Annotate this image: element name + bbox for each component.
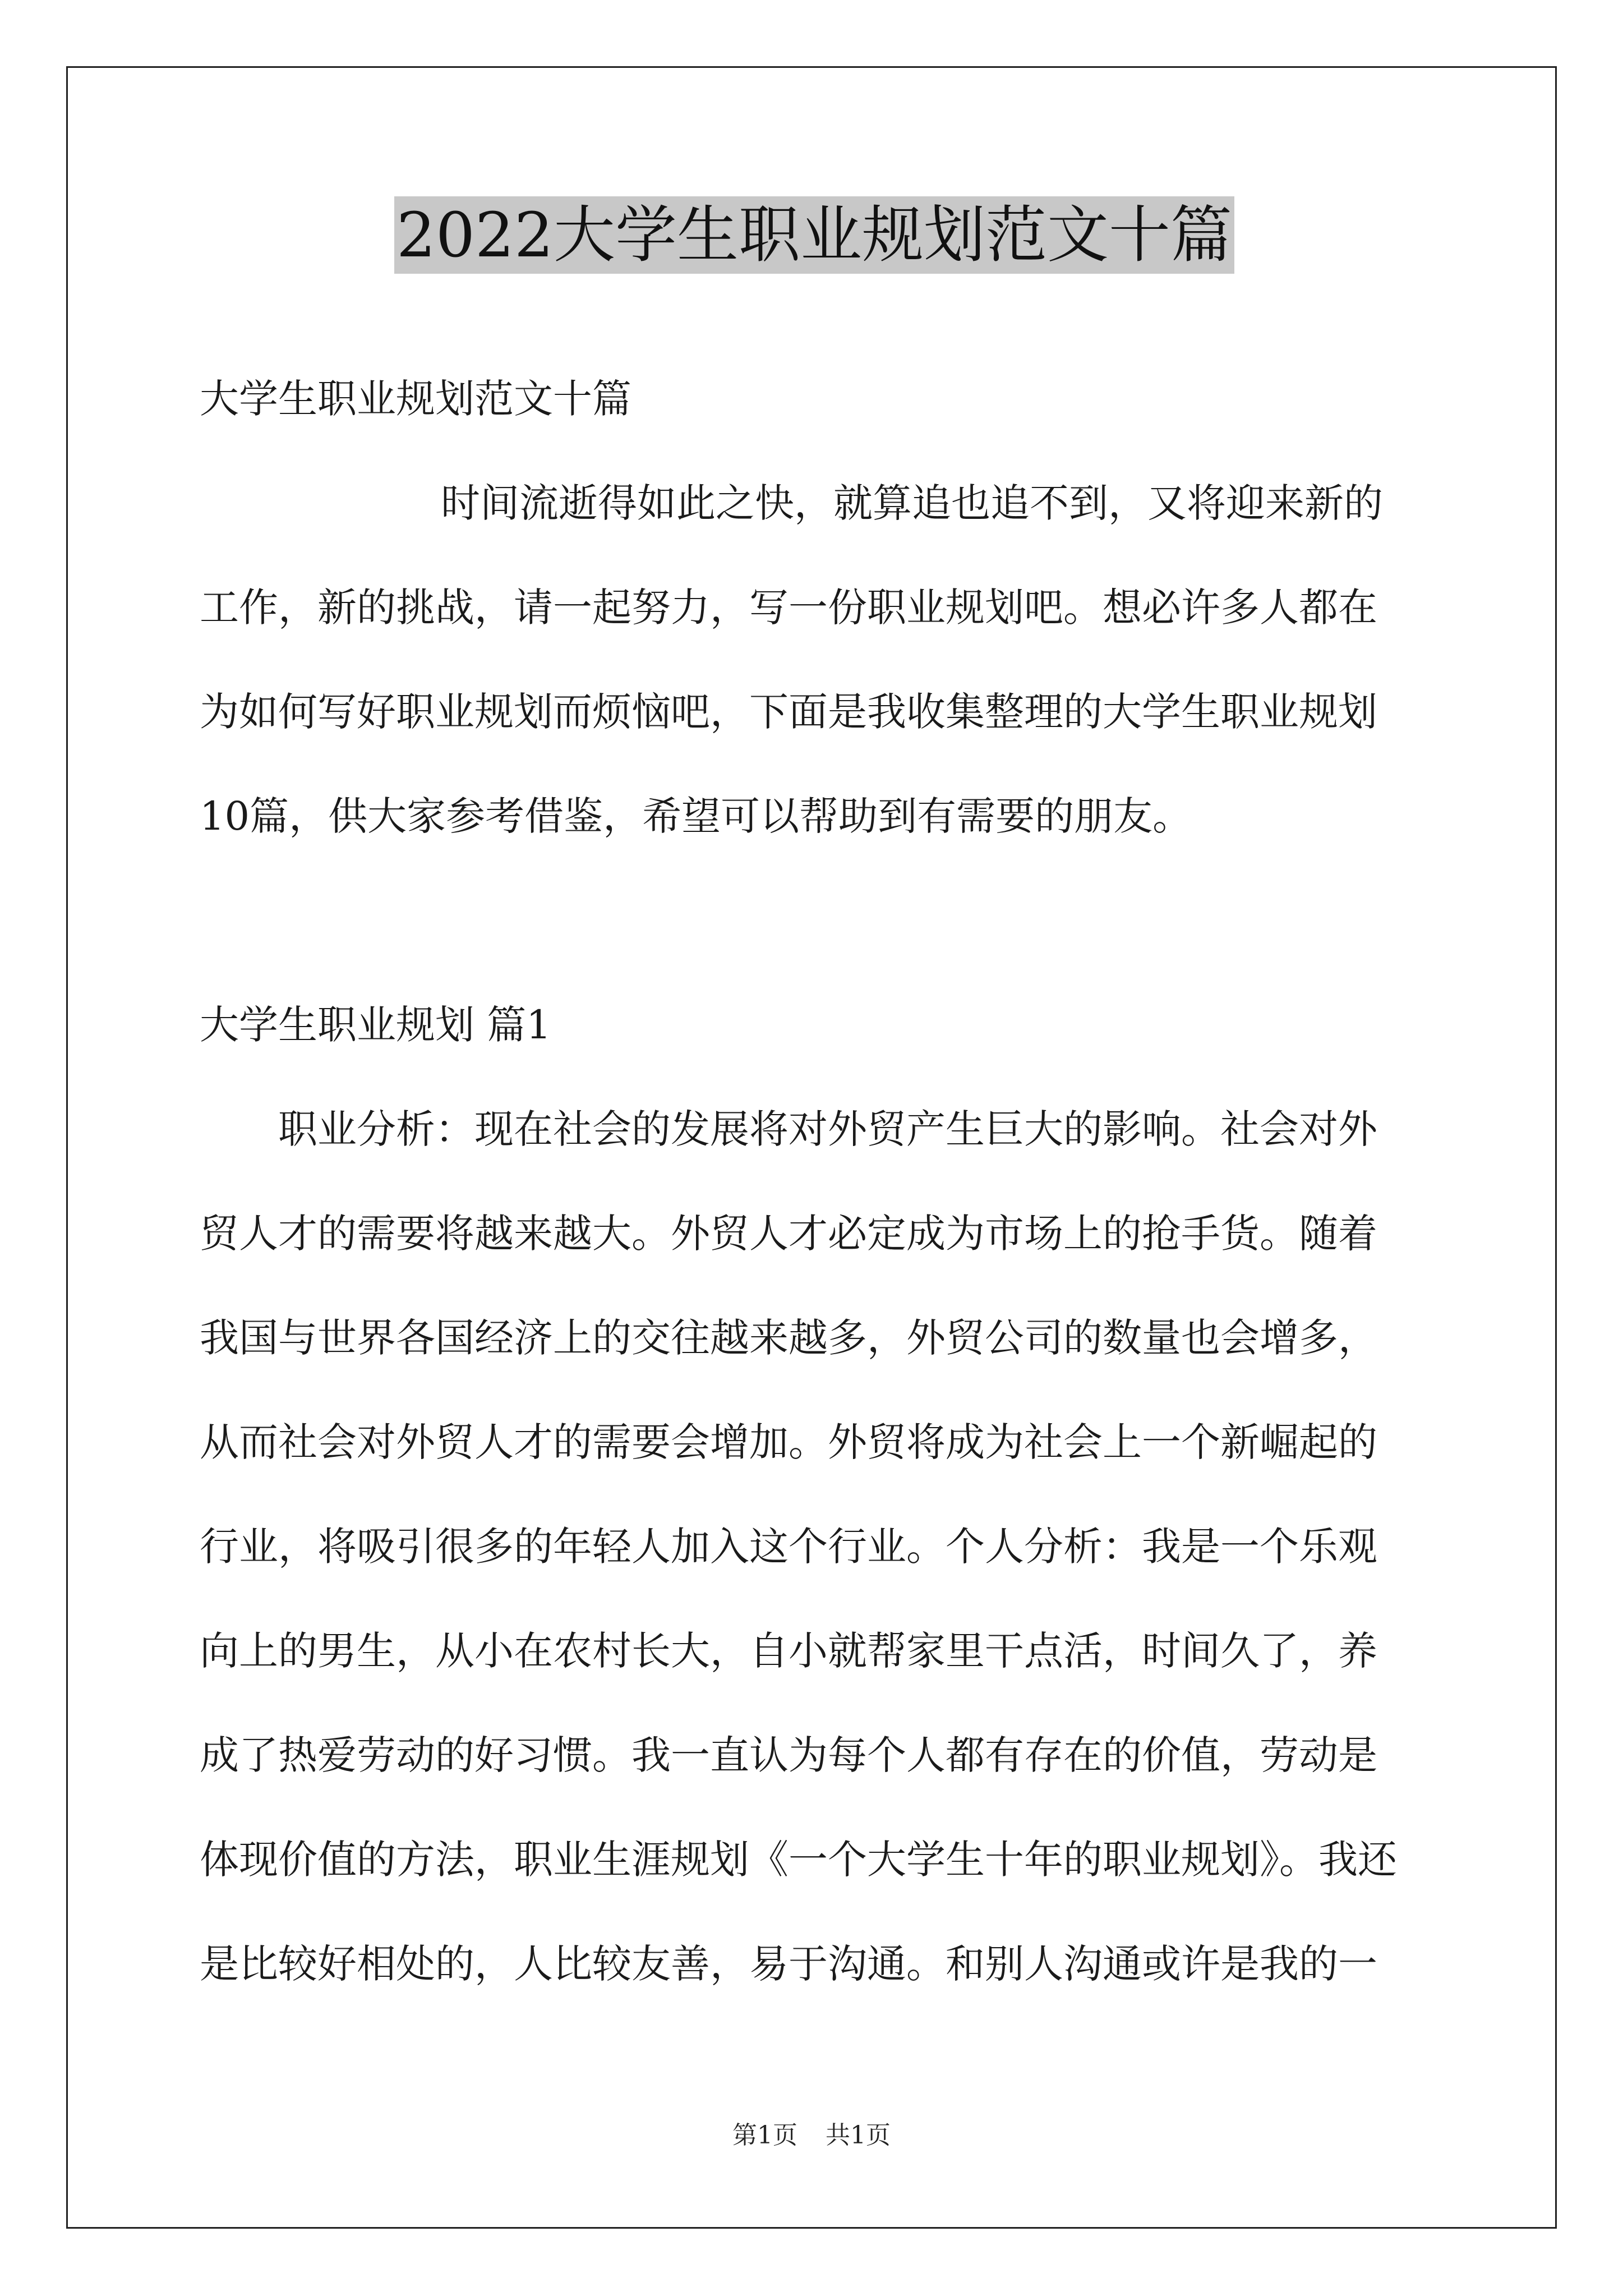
- document-subtitle: 大学生职业规划范文十篇: [200, 376, 631, 422]
- body-line: 成了热爱劳动的好习惯。我一直认为每个人都有存在的价值，劳动是: [200, 1732, 1377, 1778]
- body-line: 向上的男生，从小在农村长大，自小就帮家里干点活，时间久了，养: [200, 1628, 1377, 1674]
- intro-line: 时间流逝得如此之快，就算追也追不到，又将迎来新的: [441, 480, 1383, 526]
- intro-line: 10篇，供大家参考借鉴，希望可以帮助到有需要的朋友。: [200, 793, 1192, 839]
- body-line: 行业，将吸引很多的年轻人加入这个行业。个人分析：我是一个乐观: [200, 1524, 1377, 1570]
- title-block: [200, 196, 1429, 274]
- body-line: 是比较好相处的，人比较友善，易于沟通。和别人沟通或许是我的一: [200, 1941, 1377, 1987]
- intro-line: 为如何写好职业规划而烦恼吧，下面是我收集整理的大学生职业规划: [200, 689, 1377, 735]
- paragraph-gap: [200, 868, 1429, 973]
- intro-line: 工作，新的挑战，请一起努力，写一份职业规划吧。想必许多人都在: [200, 585, 1377, 631]
- body-line: 贸人才的需要将越来越大。外贸人才必定成为市场上的抢手货。随着: [200, 1211, 1377, 1257]
- page-footer: [0, 2115, 1623, 2151]
- page-total: 共1页: [826, 2121, 891, 2150]
- body-line: 职业分析：现在社会的发展将对外贸产生巨大的影响。社会对外: [278, 1106, 1377, 1152]
- document-title: 2022大学生职业规划范文十篇: [394, 196, 1234, 274]
- body-line: 从而社会对外贸人才的需要会增加。外贸将成为社会上一个新崛起的: [200, 1419, 1377, 1465]
- section-heading: 大学生职业规划 篇1: [200, 1002, 551, 1048]
- body-line: 我国与世界各国经济上的交往越来越多，外贸公司的数量也会增多，: [200, 1315, 1377, 1361]
- document-body: [200, 168, 1429, 2016]
- page-number: 第1页: [732, 2121, 797, 2150]
- body-line: 体现价值的方法，职业生涯规划《一个大学生十年的职业规划》。我还: [200, 1837, 1397, 1883]
